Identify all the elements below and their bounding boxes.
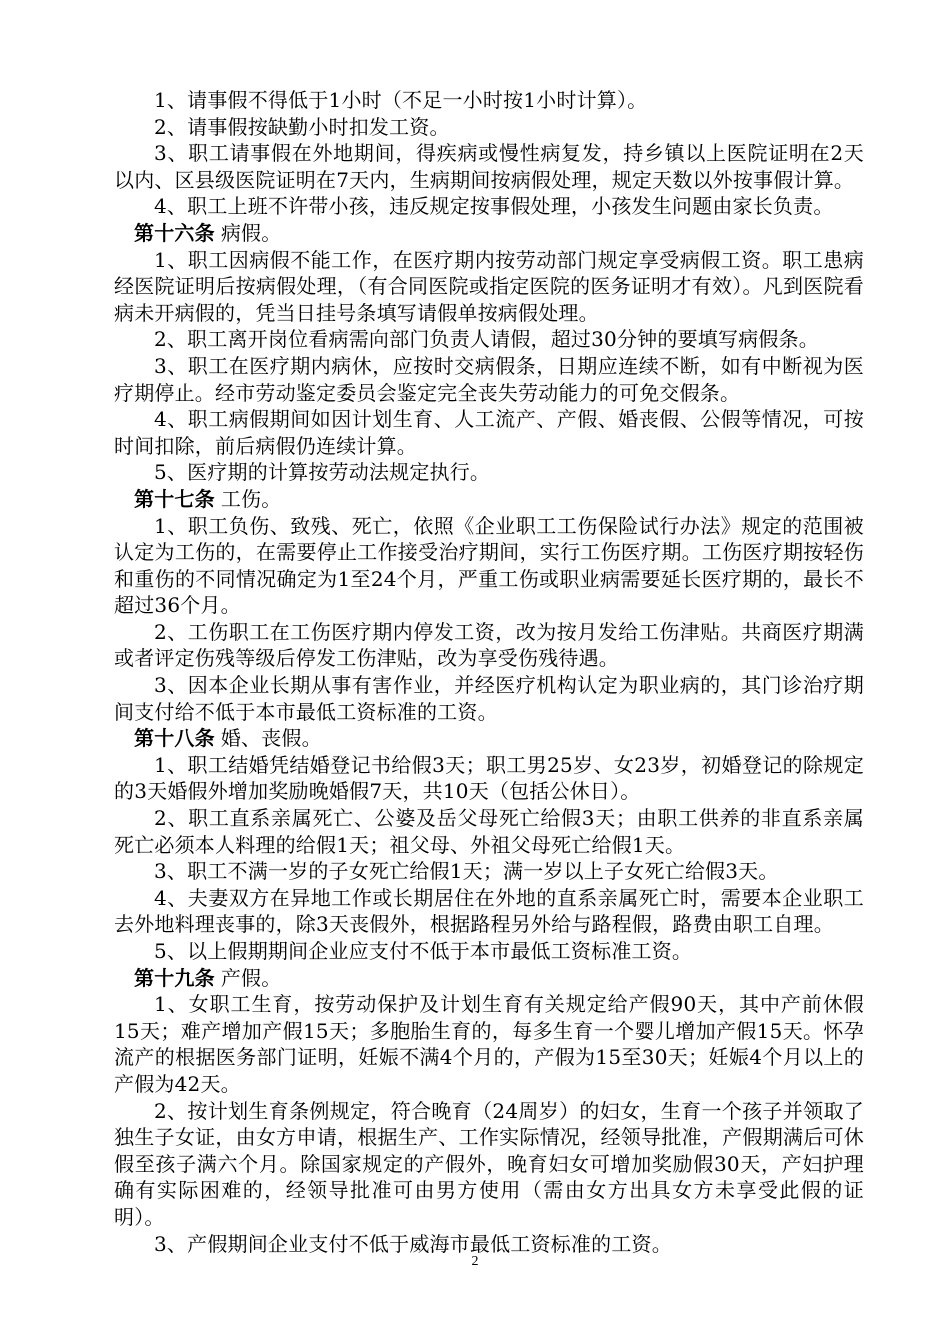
paragraph: 5、医疗期的计算按劳动法规定执行。 [154, 460, 491, 485]
article-heading [114, 725, 864, 752]
paragraph: 3、职工不满一岁的子女死亡给假1天；满一岁以上子女死亡给假3天。 [154, 859, 779, 884]
paragraph: 3、产假期间企业支付不低于威海市最低工资标准的工资。 [154, 1231, 672, 1256]
paragraph: 1、职工结婚凭结婚登记书给假3天；职工男25岁、女23岁，初婚登记的除规定的3天婚假外增加奖励晚婚假7天，共10天（包括公休日）。 [114, 752, 864, 804]
article-heading [114, 220, 864, 247]
article-heading [114, 486, 864, 513]
paragraph: 1、职工负伤、致残、死亡，依照《企业职工工伤保险试行办法》规定的范围被认定为工伤的，在需要停止工作接受治疗期间，实行工伤医疗期。工伤医疗期按轻伤和重伤的不同情况确定为1至24个月，严重工伤或职业病需要延长医疗期的，最长不超过36个月。 [114, 513, 864, 618]
article-number: 第十九条 [134, 965, 215, 990]
article-title: 病假。 [220, 220, 282, 245]
paragraph: 3、因本企业长期从事有害作业，并经医疗机构认定为职业病的，其门诊治疗期间支付给不低于本市最低工资标准的工资。 [114, 673, 864, 724]
paragraph: 4、夫妻双方在异地工作或长期居住在外地的直系亲属死亡时，需要本企业职工去外地料理丧事的，除3天丧假外，根据路程另外给与路程假，路费由职工自理。 [114, 885, 864, 937]
article-title: 产假。 [220, 965, 282, 990]
paragraph: 4、职工病假期间如因计划生育、人工流产、产假、婚丧假、公假等情况，可按时间扣除，前后病假仍连续计算。 [114, 407, 864, 458]
document-body [114, 87, 864, 1257]
paragraph: 3、职工请事假在外地期间，得疾病或慢性病复发，持乡镇以上医院证明在2天以内、区县级医院证明在7天内，生病期间按病假处理，规定天数以外按事假计算。 [114, 141, 864, 192]
article-number: 第十八条 [134, 726, 215, 751]
article-title: 工伤。 [220, 486, 282, 511]
article-title: 婚、丧假。 [220, 726, 322, 751]
paragraph: 1、女职工生育，按劳动保护及计划生育有关规定给产假90天，其中产前休假15天；难产增加产假15天；多胞胎生育的，每多生育一个婴儿增加产假15天。怀孕流产的根据医务部门证明，妊娠不满4个月的，产假为15至30天；妊娠4个月以上的产假为42天。 [114, 992, 864, 1096]
paragraph: 1、职工因病假不能工作，在医疗期内按劳动部门规定享受病假工资。职工患病经医院证明后按病假处理，（有合同医院或指定医院的医务证明才有效）。凡到医院看病未开病假的，凭当日挂号条填写请假单按病假处理。 [114, 247, 864, 325]
article-number: 第十六条 [134, 220, 215, 245]
paragraph: 1、请事假不得低于1小时（不足一小时按1小时计算）。 [154, 88, 648, 112]
paragraph: 3、职工在医疗期内病休，应按时交病假条，日期应连续不断，如有中断视为医疗期停止。经市劳动鉴定委员会鉴定完全丧失劳动能力的可免交假条。 [114, 353, 864, 405]
paragraph: 2、职工离开岗位看病需向部门负责人请假，超过30分钟的要填写病假条。 [154, 327, 819, 352]
paragraph: 2、工伤职工在工伤医疗期内停发工资，改为按月发给工伤津贴。共商医疗期满或者评定伤残等级后停发工伤津贴，改为享受伤残待遇。 [114, 619, 864, 671]
paragraph: 2、职工直系亲属死亡、公婆及岳父母死亡给假3天；由职工供养的非直系亲属死亡必须本人料理的给假1天；祖父母、外祖父母死亡给假1天。 [114, 806, 864, 857]
paragraph: 5、以上假期期间企业应支付不低于本市最低工资标准工资。 [154, 939, 693, 963]
article-heading [114, 965, 864, 992]
page-number: 2 [471, 1254, 479, 1269]
article-number: 第十七条 [134, 486, 215, 511]
paragraph: 2、请事假按缺勤小时扣发工资。 [154, 114, 450, 139]
paragraph: 4、职工上班不许带小孩，违反规定按事假处理，小孩发生问题由家长负责。 [154, 194, 834, 219]
paragraph: 2、按计划生育条例规定，符合晚育（24周岁）的妇女，生育一个孩子并领取了独生子女证，由女方申请，根据生产、工作实际情况，经领导批准，产假期满后可休假至孩子满六个月。除国家规定的产假外，晚育妇女可增加奖励假30天，产妇护理确有实际困难的，经领导批准可由男方使用（需由女方出具女方未享受此假的证明）。 [114, 1098, 864, 1229]
